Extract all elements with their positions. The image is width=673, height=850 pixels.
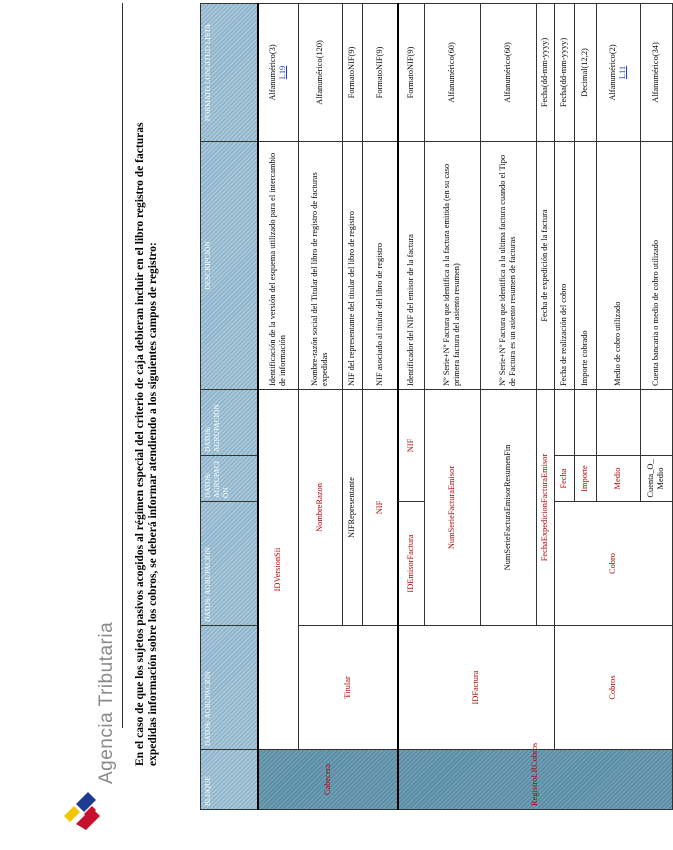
agency-name: Agencia Tributaria — [96, 621, 117, 784]
format-value: Alfanumérico(2) — [608, 44, 617, 101]
header-datos-3: DATOS/ AGRUPACI ÓN — [201, 456, 259, 502]
format-importe: Decimal(12,2) — [574, 4, 596, 142]
desc-idemisorfactura: Identificador del NIF del emisor de la factura — [398, 142, 424, 390]
agencia-tributaria-logo-icon — [62, 790, 104, 830]
desc-nif-titular: NIF asociado al titular del libro de registro — [362, 142, 398, 390]
format-nif-titular: FormatoNIF(9) — [362, 4, 398, 142]
sub-fecha: Fecha — [554, 456, 574, 502]
header-divider — [122, 3, 123, 728]
table-row — [298, 4, 342, 810]
desc-idversionsii: Identificación de la versión del esquema utilizado para el intercambio de información — [258, 142, 298, 390]
header-datos-2: DATOS/ AGRUPACIÓN — [201, 502, 259, 626]
block-registrolrcobros: RegistroLRCobros — [398, 750, 672, 810]
desc-importe: Importe cobrado — [574, 142, 596, 390]
format-fechaexpedicionfacturaemisor: Fecha(dd-mm-yyyy) — [536, 4, 554, 142]
table-header-row — [201, 4, 259, 810]
format-medio — [596, 4, 640, 142]
sub-cuenta-o-medio: Cuenta_O_ Medio — [640, 456, 672, 502]
desc-cuenta-o-medio: Cuenta bancaria o medio de cobro utilizado — [640, 142, 672, 390]
desc-nombrerazon: Nombre-razón social del Titular del libro de registro de facturas expedidas — [298, 142, 342, 390]
group-titular: Titular — [298, 626, 398, 750]
empty-cell — [554, 390, 574, 456]
desc-nifrepresentante: NIF del representante del titular del libro de registro — [342, 142, 362, 390]
field-fechaexpedicionfacturaemisor: FechaExpedicionFacturaEmisor — [536, 390, 554, 626]
field-numseriefacturaemisorresumenfin: NumSerieFacturaEmisorResumenFin — [480, 390, 536, 626]
format-fecha: Fecha(dd-mm-yyyy) — [554, 4, 574, 142]
header-formato: FORMATO LONGITUD LISTA — [201, 4, 259, 142]
sub-importe: Importe — [574, 456, 596, 502]
field-idversionsii: IDVersionSii — [258, 390, 298, 750]
format-cuenta-o-medio: Alfanumérico(34) — [640, 4, 672, 142]
field-idemisorfactura: IDEmisorFactura — [398, 502, 424, 626]
format-idemisorfactura: FormatoNIF(9) — [398, 4, 424, 142]
format-nombrerazon: Alfanumérico(120) — [298, 4, 342, 142]
format-nifrepresentante: FormatoNIF(9) — [342, 4, 362, 142]
header-datos-1: DATOS/ AGRUPACIÓN — [201, 626, 259, 750]
intro-paragraph: En el caso de que los sujetos pasivos acogidos al régimen especial del criterio de caja debieran incluir en el libro registro de facturas expedidas información sobre los cobros, se deberá informar atendiendo a los siguientes campos de registro: — [134, 122, 159, 766]
field-numseriefacturaemisor: NumSerieFacturaEmisor — [424, 390, 480, 626]
header-descripcion: DESCRIPCIÓN — [201, 142, 259, 390]
empty-cell — [640, 390, 672, 456]
header-datos-4: DATOS/ AGRUPACIÓN — [201, 390, 259, 456]
table-row — [398, 4, 424, 810]
field-nif-titular: NIF — [362, 390, 398, 626]
group-cobros: Cobros — [554, 626, 672, 750]
field-nifrepresentante: NIFRepresentante — [342, 390, 362, 626]
fields-table — [200, 3, 673, 810]
empty-cell — [574, 390, 596, 456]
sub-medio: Medio — [596, 456, 640, 502]
table-row — [554, 4, 574, 810]
desc-medio: Medio de cobro utilizado — [596, 142, 640, 390]
block-cabecera: Cabecera — [258, 750, 398, 810]
desc-fechaexpedicionfacturaemisor: Fecha de expedición de la factura — [536, 142, 554, 390]
table-row — [258, 4, 298, 810]
format-idversionsii — [258, 4, 298, 142]
format-value: Alfanumérico(3) — [268, 44, 278, 101]
field-nombrerazon: NombreRazon — [298, 390, 342, 626]
format-numseriefacturaemisor: Alfanumérico(60) — [424, 4, 480, 142]
list-link-l19[interactable]: L19 — [278, 65, 288, 80]
format-numseriefacturaemisorresumenfin: Alfanumérico(60) — [480, 4, 536, 142]
desc-numseriefacturaemisorresumenfin: Nº Serie+Nº Factura que identifica a la ultima factura cuando el Tipo de Factura es un asiento resumen de facturas — [480, 142, 536, 390]
desc-numseriefacturaemisor: Nº Serie+Nº Factura que identifica a la factura emitida (en su caso primera factura del asiento resumen) — [424, 142, 480, 390]
field-cobro: Cobro — [554, 502, 672, 626]
group-idfactura: IDFactura — [398, 626, 554, 750]
sub-nif: NIF — [398, 390, 424, 502]
header-bloque: BLOQUE — [201, 750, 259, 810]
desc-fecha: Fecha de realización del cobro — [554, 142, 574, 390]
list-link-l11[interactable]: L11 — [618, 65, 627, 80]
empty-cell — [596, 390, 640, 456]
